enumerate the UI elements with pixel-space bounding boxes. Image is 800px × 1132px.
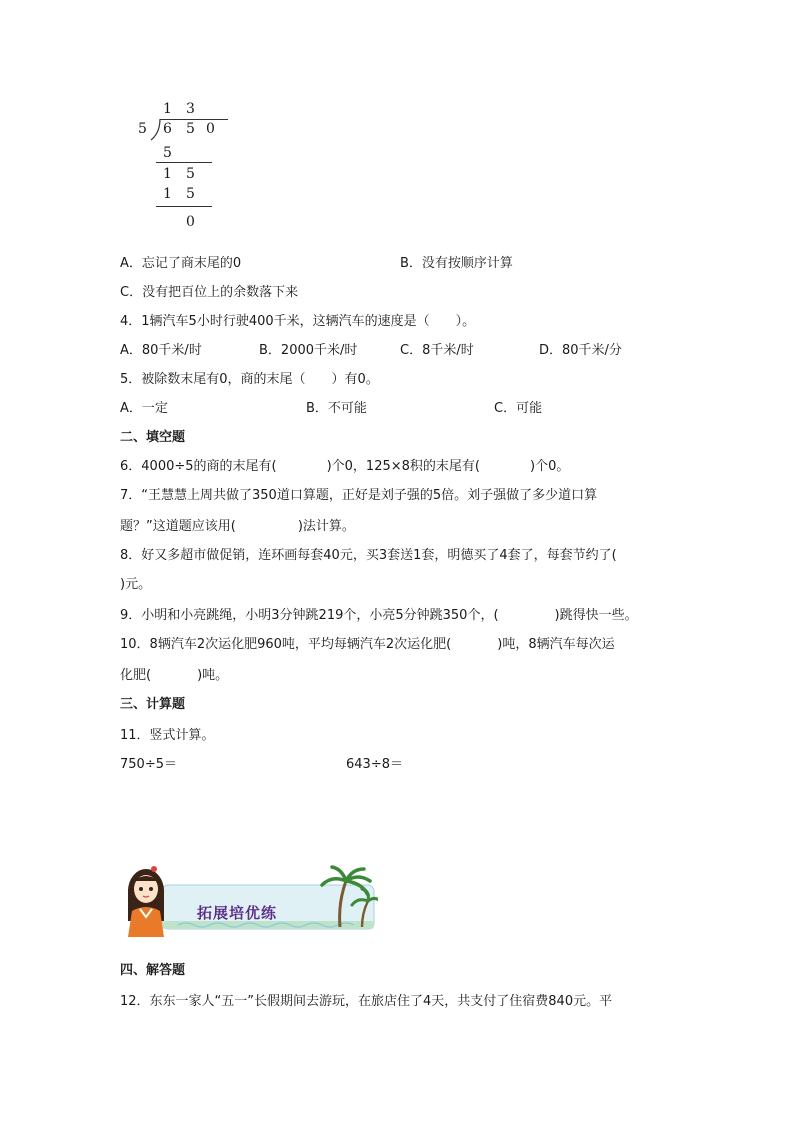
question-10-line1: 10．8辆汽车2次运化肥960吨，平均每辆汽车2次运化肥( )吨，8辆汽车每次运 <box>120 637 615 652</box>
question-4: 4．1辆汽车5小时行驶400千米，这辆汽车的速度是（ ）。 <box>120 314 476 329</box>
banner-graphic <box>118 855 378 937</box>
option-a: A．一定 <box>120 401 168 416</box>
question-11-title: 11．竖式计算。 <box>120 728 215 743</box>
question-5: 5．被除数末尾有0，商的末尾（ ）有0。 <box>120 372 379 387</box>
remainder-digit: 1 <box>163 166 172 182</box>
quotient-digit: 3 <box>186 101 195 117</box>
dividend-digit: 6 <box>163 121 172 137</box>
expression: 643÷8＝ <box>346 757 403 772</box>
question-7-line2: 题？”这道题应该用( )法计算。 <box>120 519 355 534</box>
expression: 750÷5＝ <box>120 757 177 772</box>
option-c: C．8千米/时 <box>400 343 474 358</box>
option-b: B．不可能 <box>306 401 367 416</box>
question-6: 6．4000÷5的商的末尾有( )个0，125×8积的末尾有( )个0。 <box>120 459 570 474</box>
option-c: C．没有把百位上的余数落下来 <box>120 285 299 300</box>
section-heading: 四、解答题 <box>120 963 186 978</box>
option-c: C．可能 <box>494 401 543 416</box>
question-10-line2: 化肥( )吨。 <box>120 668 229 683</box>
dividend-digit: 5 <box>186 121 195 137</box>
quotient-digit: 1 <box>163 101 172 117</box>
option-d: D．80千米/分 <box>539 343 622 358</box>
question-8-line2: )元。 <box>120 577 152 592</box>
divisor: 5 <box>138 121 147 137</box>
division-bracket <box>150 119 162 141</box>
option-b: B．没有按顺序计算 <box>400 256 513 271</box>
step-product: 5 <box>186 186 195 202</box>
question-8-line1: 8．好又多超市做促销，连环画每套40元，买3套送1套，明德买了4套了，每套节约了( <box>120 548 617 563</box>
question-12-line1: 12．东东一家人“五一”长假期间去游玩，在旅店住了4天，共支付了住宿费840元。平 <box>120 994 613 1009</box>
step-product: 5 <box>163 145 172 161</box>
section-heading: 三、计算题 <box>120 697 186 712</box>
step-rule <box>156 162 212 163</box>
option-a: A．80千米/时 <box>120 343 202 358</box>
option-a: A．忘记了商末尾的0 <box>120 256 242 271</box>
dividend-digit: 0 <box>206 121 215 137</box>
final-remainder: 0 <box>186 214 195 230</box>
banner-title: 拓展培优练 <box>197 904 278 922</box>
step-product: 1 <box>163 186 172 202</box>
quotient-bar <box>160 119 228 120</box>
option-b: B．2000千米/时 <box>259 343 358 358</box>
remainder-digit: 5 <box>186 166 195 182</box>
question-7-line1: 7．“王慧慧上周共做了350道口算题，正好是刘子强的5倍。刘子强做了多少道口算 <box>120 488 598 503</box>
step-rule <box>156 206 212 207</box>
section-heading: 二、填空题 <box>120 430 186 445</box>
question-9: 9．小明和小亮跳绳，小明3分钟跳219个，小亮5分钟跳350个，( )跳得快一些。 <box>120 608 638 623</box>
